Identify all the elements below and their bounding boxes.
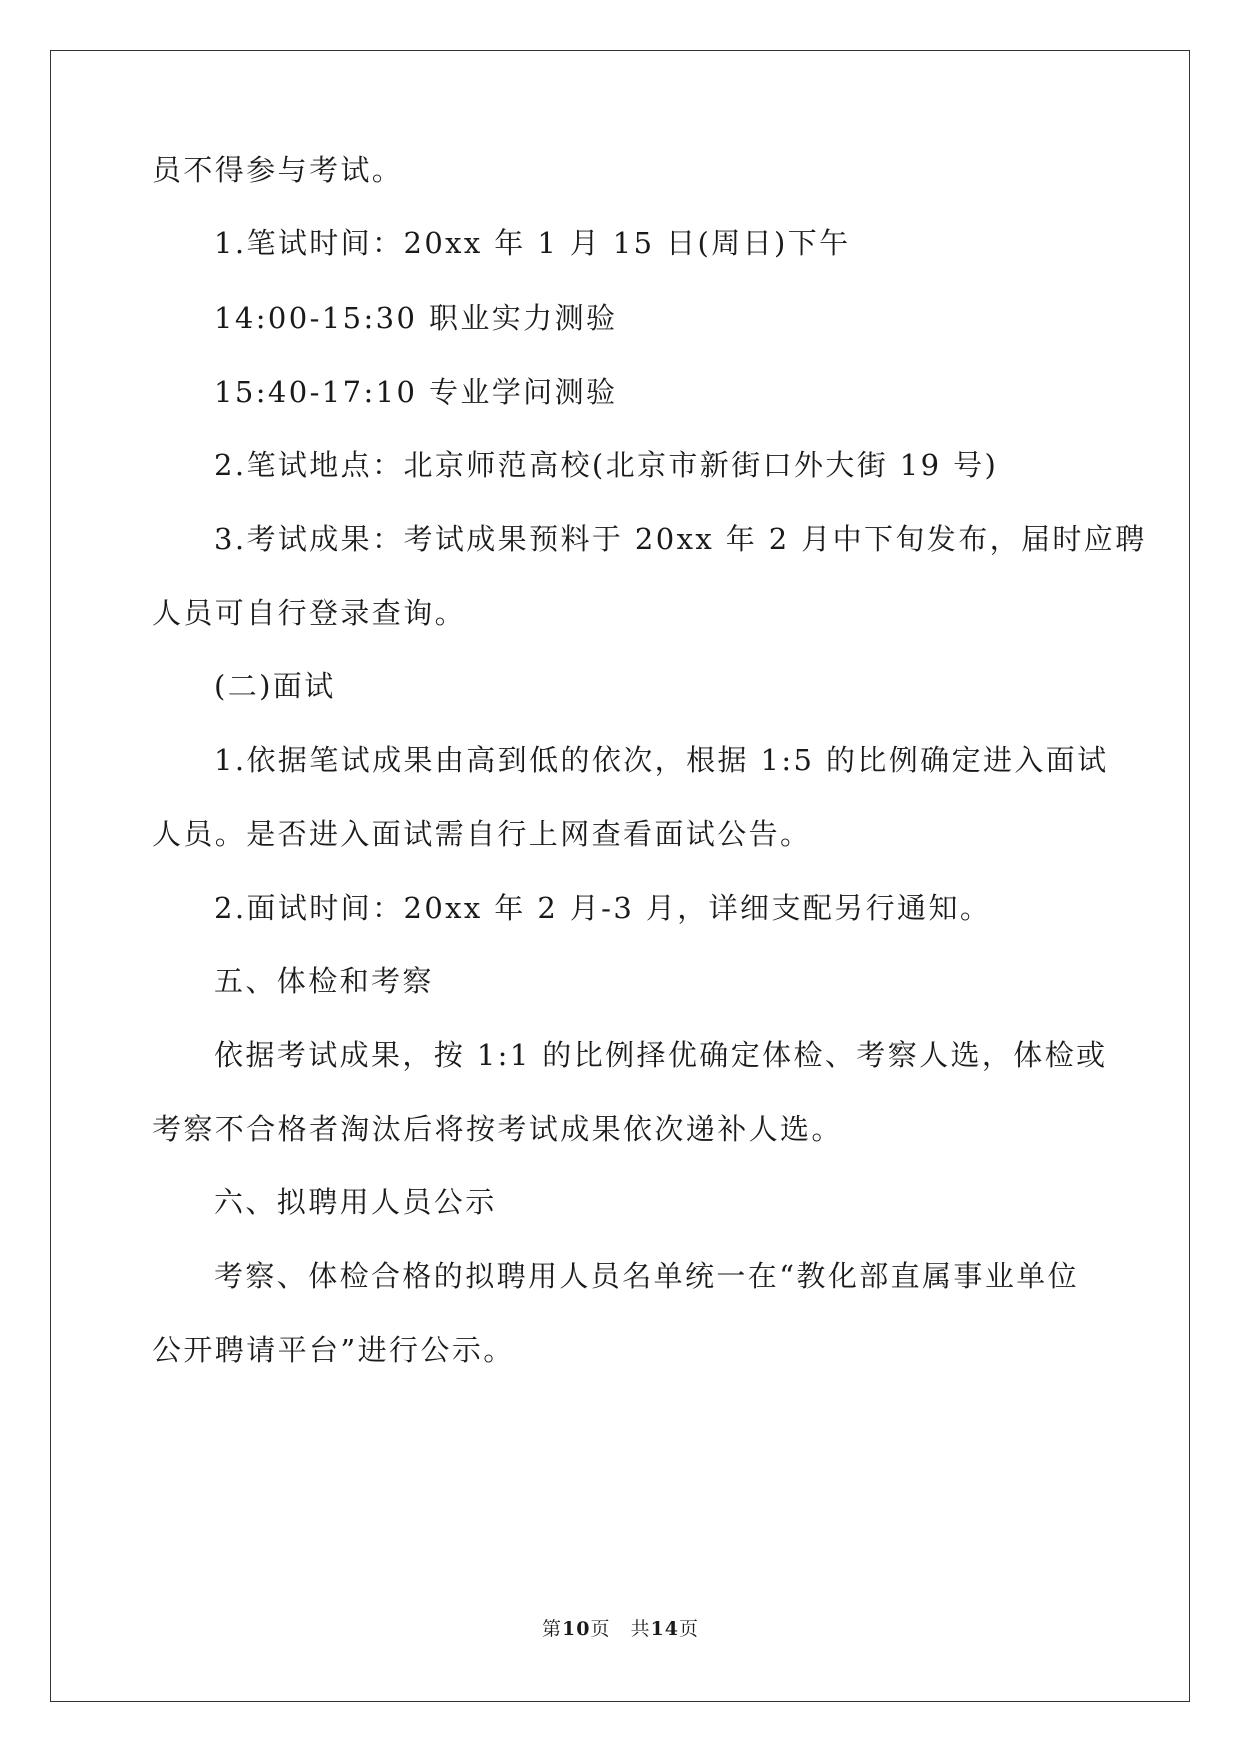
current-page-number: 10 xyxy=(562,1618,591,1640)
text-line: 15:40-17:10 专业学问测验 xyxy=(214,375,618,409)
text-line: 1.依据笔试成果由高到低的依次，根据 1:5 的比例确定进入面试 xyxy=(214,743,1109,777)
section-heading: (二)面试 xyxy=(214,669,336,703)
page-number-footer xyxy=(0,1617,1241,1641)
page-mid: 页 共 xyxy=(590,1618,651,1640)
total-page-number: 14 xyxy=(650,1618,679,1640)
page-suffix: 页 xyxy=(678,1618,699,1640)
text-line: 1.笔试时间：20xx 年 1 月 15 日(周日)下午 xyxy=(214,226,851,260)
text-line: 员不得参与考试。 xyxy=(152,153,404,187)
text-line: 考察、体检合格的拟聘用人员名单统一在“教化部直属事业单位 xyxy=(214,1259,1080,1293)
text-line: 人员。是否进入面试需自行上网查看面试公告。 xyxy=(152,817,812,851)
text-line: 人员可自行登录查询。 xyxy=(152,596,467,630)
section-heading: 五、体检和考察 xyxy=(214,964,434,998)
text-line: 2.面试时间：20xx 年 2 月-3 月，详细支配另行通知。 xyxy=(214,891,992,925)
page-prefix: 第 xyxy=(542,1618,563,1640)
text-line: 考察不合格者淘汰后将按考试成果依次递补人选。 xyxy=(152,1112,843,1146)
text-line: 公开聘请平台”进行公示。 xyxy=(152,1333,515,1367)
page-border xyxy=(50,50,1190,1702)
text-line: 依据考试成果，按 1:1 的比例择优确定体检、考察人选，体检或 xyxy=(214,1038,1108,1072)
text-line: 14:00-15:30 职业实力测验 xyxy=(214,301,618,335)
text-line: 2.笔试地点：北京师范高校(北京市新街口外大街 19 号) xyxy=(214,448,999,482)
text-line: 3.考试成果：考试成果预料于 20xx 年 2 月中下旬发布，届时应聘 xyxy=(214,522,1147,556)
section-heading: 六、拟聘用人员公示 xyxy=(214,1185,497,1219)
